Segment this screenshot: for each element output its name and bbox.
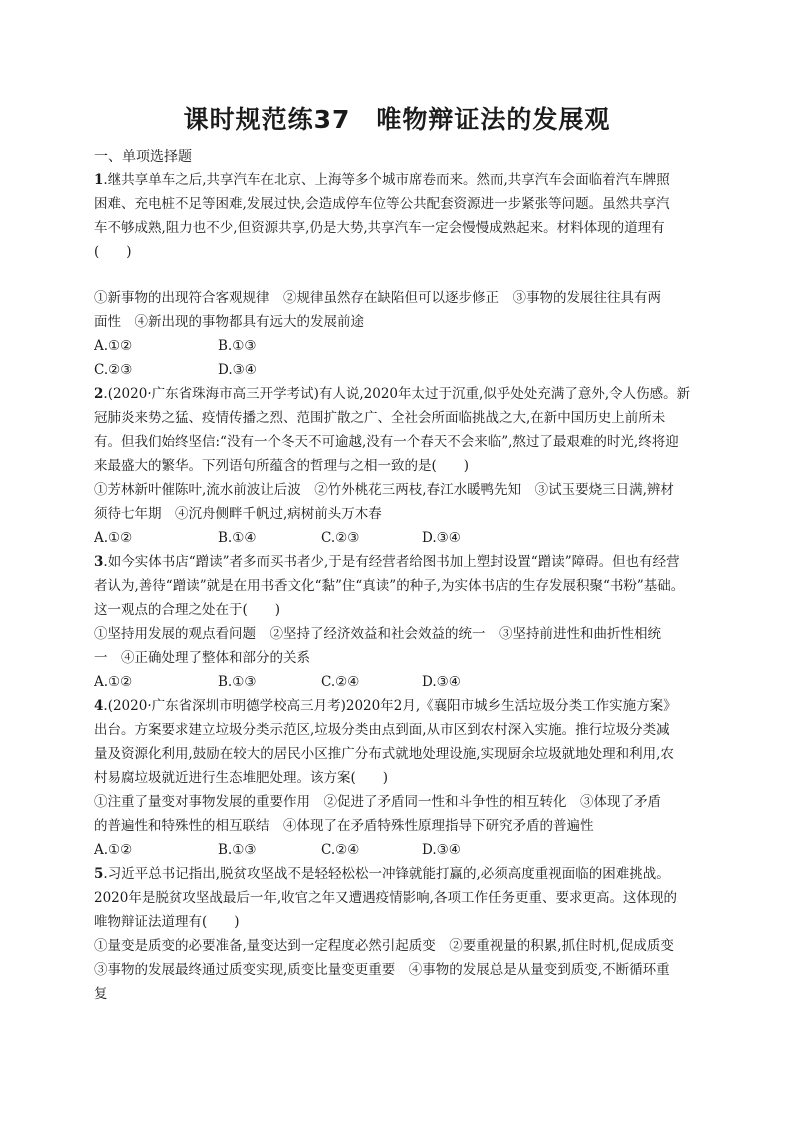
- section-heading: 一、单项选择题: [94, 149, 192, 165]
- option-b: B.①③: [218, 338, 257, 354]
- question-stem-line: 者认为,善待“蹭读”就是在用书香文化“黏”住“真读”的种子,为实体书店的生存发展积聚“书粉”基础。: [94, 578, 685, 594]
- option-b: B.①④: [218, 530, 257, 546]
- option-a: A.①②: [94, 530, 133, 546]
- option-d: D.③④: [422, 674, 461, 690]
- question-stem-line: 出台。方案要求建立垃圾分类示范区,垃圾分类由点到面,从市区到农村深入实施。推行垃圾分类减: [94, 722, 670, 738]
- statement-line: ①芳林新叶催陈叶,流水前波让后波 ②竹外桃花三两枝,春江水暖鸭先知 ③试玉要烧三日满,辨材: [94, 482, 674, 498]
- statement-line: 一 ④正确处理了整体和部分的关系: [94, 650, 310, 666]
- options-row: [94, 526, 708, 550]
- question-stem-line: 量及资源化利用,鼓励在较大的居民小区推广分布式就地处理设施,实现厨余垃圾就地处理和利用,农: [94, 746, 674, 762]
- question-2: [94, 382, 708, 550]
- option-d: D.③④: [422, 842, 461, 858]
- statement-line: ①新事物的出现符合客观规律 ②规律虽然存在缺陷但可以逐步修正 ③事物的发展往往具有两: [94, 290, 661, 306]
- options-row: [94, 838, 708, 862]
- option-b: B.①③: [218, 842, 257, 858]
- statement-line: 的普遍性和特殊性的相互联结 ④体现了在矛盾特殊性原理指导下研究矛盾的普遍性: [94, 818, 594, 834]
- option-c: C.②③: [94, 362, 133, 378]
- option-a: A.①②: [94, 674, 133, 690]
- question-stem-line: 唯物辩证法道理有( ): [94, 914, 240, 930]
- question-stem-line: 有。但我们始终坚信:“没有一个冬天不可逾越,没有一个春天不会来临”,熬过了最艰难的时光,终将迎: [94, 434, 679, 450]
- question-stem-line: 村易腐垃圾就近进行生态堆肥处理。该方案( ): [94, 770, 389, 786]
- statement-line: ③事物的发展最终通过质变实现,质变比量变更重要 ④事物的发展总是从量变到质变,不断循环重: [94, 962, 670, 978]
- option-c: C.②④: [321, 842, 360, 858]
- question-5: [94, 862, 708, 1006]
- question-stem-line: 困难、充电桩不足等困难,发展过快,会造成停车位等公共配套资源进一步紧张等问题。虽然共享汽: [94, 196, 670, 212]
- question-number: 5: [94, 866, 104, 882]
- question-stem-line: 3.如今实体书店“蹭读”者多而买书者少,于是有经营者给图书加上塑封设置“蹭读”障碍。但也有经营: [94, 554, 680, 570]
- question-stem-line: 这一观点的合理之处在于( ): [94, 602, 281, 618]
- statement-line: ①量变是质变的必要准备,量变达到一定程度必然引起质变 ②要重视量的积累,抓住时机,促成质变: [94, 938, 674, 954]
- option-a: A.①②: [94, 842, 133, 858]
- question-number: 4: [94, 698, 104, 714]
- options-row: [94, 334, 708, 358]
- question-3: [94, 550, 708, 694]
- question-1: [94, 168, 708, 382]
- option-c: C.②④: [321, 674, 360, 690]
- option-d: D.③④: [422, 530, 461, 546]
- question-stem-line: 1.继共享单车之后,共享汽车在北京、上海等多个城市席卷而来。然而,共享汽车会面临着汽车牌照: [94, 172, 670, 188]
- question-stem-line: 5.习近平总书记指出,脱贫攻坚战不是轻轻松松一冲锋就能打赢的,必须高度重视面临的困难挑战。: [94, 866, 670, 882]
- option-c: C.②③: [321, 530, 360, 546]
- question-stem-line: 4.(2020·广东省深圳市明德学校高三月考)2020年2月,《襄阳市城乡生活垃圾分类工作实施方案》: [94, 698, 677, 714]
- question-number: 3: [94, 554, 104, 570]
- options-row: [94, 670, 708, 694]
- option-b: B.①③: [218, 674, 257, 690]
- question-stem-line: 2.(2020·广东省珠海市高三开学考试)有人说,2020年太过于沉重,似乎处处充满了意外,令人伤感。新: [94, 386, 691, 402]
- question-stem-line: 冠肺炎来势之猛、疫情传播之烈、范围扩散之广、全社会所面临挑战之大,在新中国历史上前所未: [94, 410, 666, 426]
- question-stem-line: ( ): [94, 244, 132, 260]
- question-list: [94, 168, 708, 1006]
- option-a: A.①②: [94, 338, 133, 354]
- page-title: 课时规范练37 唯物辩证法的发展观: [183, 105, 611, 134]
- question-stem-line: 来最盛大的繁华。下列语句所蕴含的哲理与之相一致的是( ): [94, 458, 470, 474]
- statement-line: 面性 ④新出现的事物都具有远大的发展前途: [94, 314, 364, 330]
- statement-line: 须待七年期 ④沉舟侧畔千帆过,病树前头万木春: [94, 506, 382, 522]
- statement-line: 复: [94, 986, 108, 1002]
- question-number: 2: [94, 386, 104, 402]
- statement-line: ①注重了量变对事物发展的重要作用 ②促进了矛盾同一性和斗争性的相互转化 ③体现了矛盾: [94, 794, 661, 810]
- statement-line: ①坚持用发展的观点看问题 ②坚持了经济效益和社会效益的统一 ③坚持前进性和曲折性相统: [94, 626, 661, 642]
- question-stem-line: 2020年是脱贫攻坚战最后一年,收官之年又遭遇疫情影响,各项工作任务更重、要求更高。这体现的: [94, 890, 677, 906]
- question-4: [94, 694, 708, 862]
- option-d: D.③④: [218, 362, 257, 378]
- question-number: 1: [94, 172, 104, 188]
- options-row: [94, 358, 708, 382]
- question-stem-line: 车不够成熟,阻力也不少,但资源共享,仍是大势,共享汽车一定会慢慢成熟起来。材料体现的道理有: [94, 220, 665, 236]
